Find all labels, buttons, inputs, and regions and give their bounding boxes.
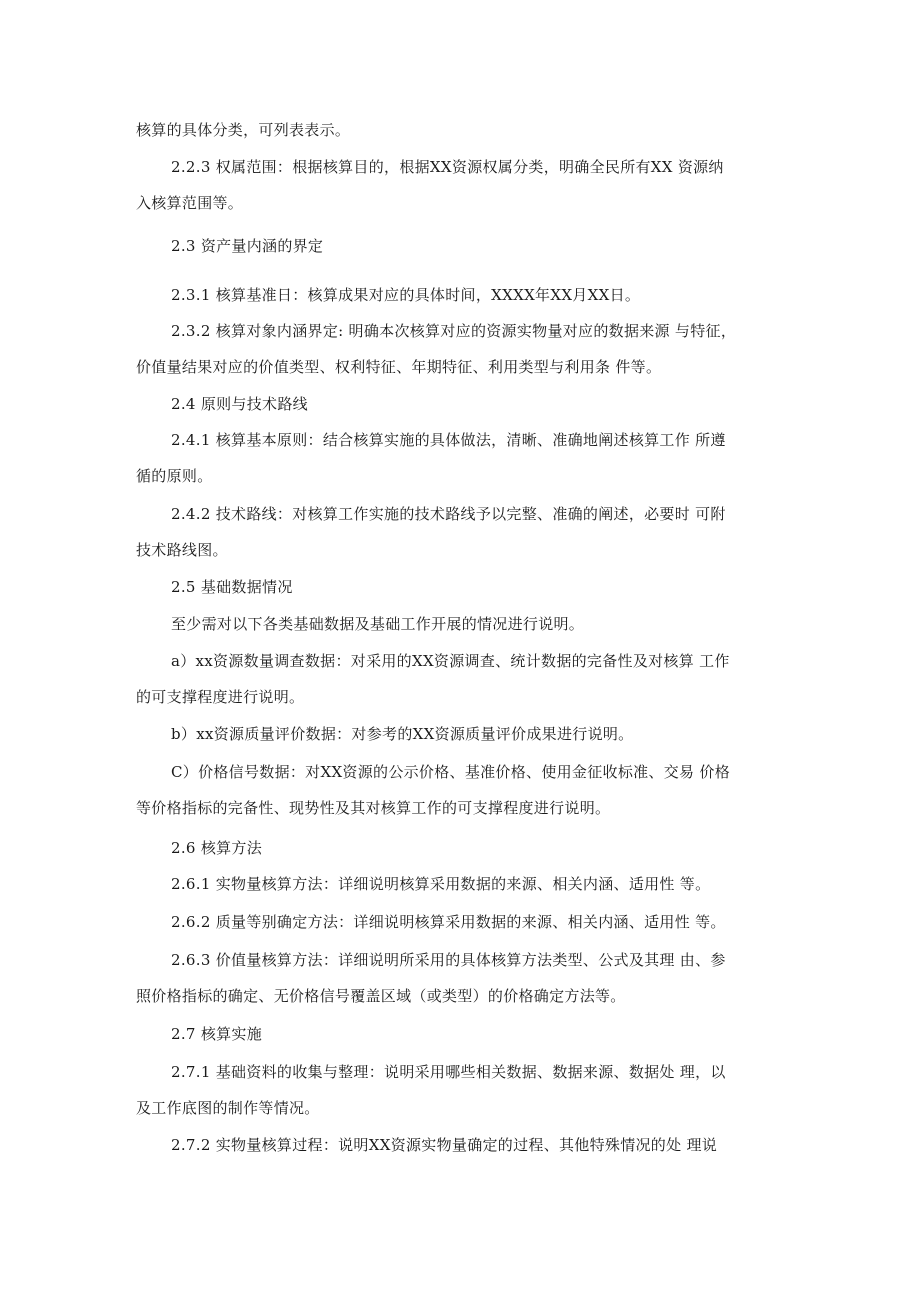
section-2-6-1: 2.6.1 实物量核算方法：详细说明核算采用数据的来源、相关内涵、适用性 等。: [171, 875, 711, 893]
item-a-line-2: 的可支撑程度进行说明。: [136, 688, 305, 706]
heading-2-5: 2.5 基础数据情况: [171, 578, 293, 596]
heading-2-6: 2.6 核算方法: [171, 839, 263, 857]
text-line: 核算的具体分类，可列表表示。: [136, 121, 351, 139]
section-2-3-1: 2.3.1 核算基准日：核算成果对应的具体时间，XXXX年XX月XX日。: [171, 286, 641, 304]
item-b: b）xx资源质量评价数据：对参考的XX资源质量评价成果进行说明。: [171, 725, 634, 743]
section-2-6-3-line-1: 2.6.3 价值量核算方法：详细说明所采用的具体核算方法类型、公式及其理 由、参: [171, 951, 726, 969]
section-2-7-2-line-1: 2.7.2 实物量核算过程：说明XX资源实物量确定的过程、其他特殊情况的处 理说: [171, 1136, 718, 1154]
section-2-4-1-line-1: 2.4.1 核算基本原则：结合核算实施的具体做法，清晰、准确地阐述核算工作 所遵: [171, 431, 726, 449]
heading-2-3: 2.3 资产量内涵的界定: [171, 237, 324, 255]
section-2-5-intro: 至少需对以下各类基础数据及基础工作开展的情况进行说明。: [171, 615, 585, 633]
section-2-7-1-line-2: 及工作底图的制作等情况。: [136, 1099, 320, 1117]
section-2-4-2-line-1: 2.4.2 技术路线：对核算工作实施的技术路线予以完整、准确的阐述，必要时 可附: [171, 505, 726, 523]
section-2-6-3-line-2: 照价格指标的确定、无价格信号覆盖区域（或类型）的价格确定方法等。: [136, 987, 626, 1005]
section-2-2-3-line-1: 2.2.3 权属范围：根据核算目的，根据XX资源权属分类，明确全民所有XX 资源纳: [171, 158, 724, 176]
section-2-3-2-line-1: 2.3.2 核算对象内涵界定: 明确本次核算对应的资源实物量对应的数据来源 与特征，: [171, 322, 737, 340]
section-2-4-1-line-2: 循的原则。: [136, 467, 213, 485]
section-2-3-2-line-2: 价值量结果对应的价值类型、权利特征、年期特征、利用类型与利用条 件等。: [136, 358, 662, 376]
section-2-4-2-line-2: 技术路线图。: [136, 541, 228, 559]
item-a-line-1: a）xx资源数量调查数据：对采用的XX资源调查、统计数据的完备性及对核算 工作: [171, 652, 730, 670]
section-2-7-1-line-1: 2.7.1 基础资料的收集与整理：说明采用哪些相关数据、数据来源、数据处 理，以: [171, 1063, 726, 1081]
section-2-6-2: 2.6.2 质量等别确定方法：详细说明核算采用数据的来源、相关内涵、适用性 等。: [171, 913, 726, 931]
item-c-line-1: C）价格信号数据：对XX资源的公示价格、基准价格、使用金征收标准、交易 价格: [171, 763, 731, 781]
item-c-line-2: 等价格指标的完备性、现势性及其对核算工作的可支撑程度进行说明。: [136, 799, 611, 817]
section-2-2-3-line-2: 入核算范围等。: [136, 194, 244, 212]
heading-2-7: 2.7 核算实施: [171, 1025, 263, 1043]
heading-2-4: 2.4 原则与技术路线: [171, 395, 308, 413]
